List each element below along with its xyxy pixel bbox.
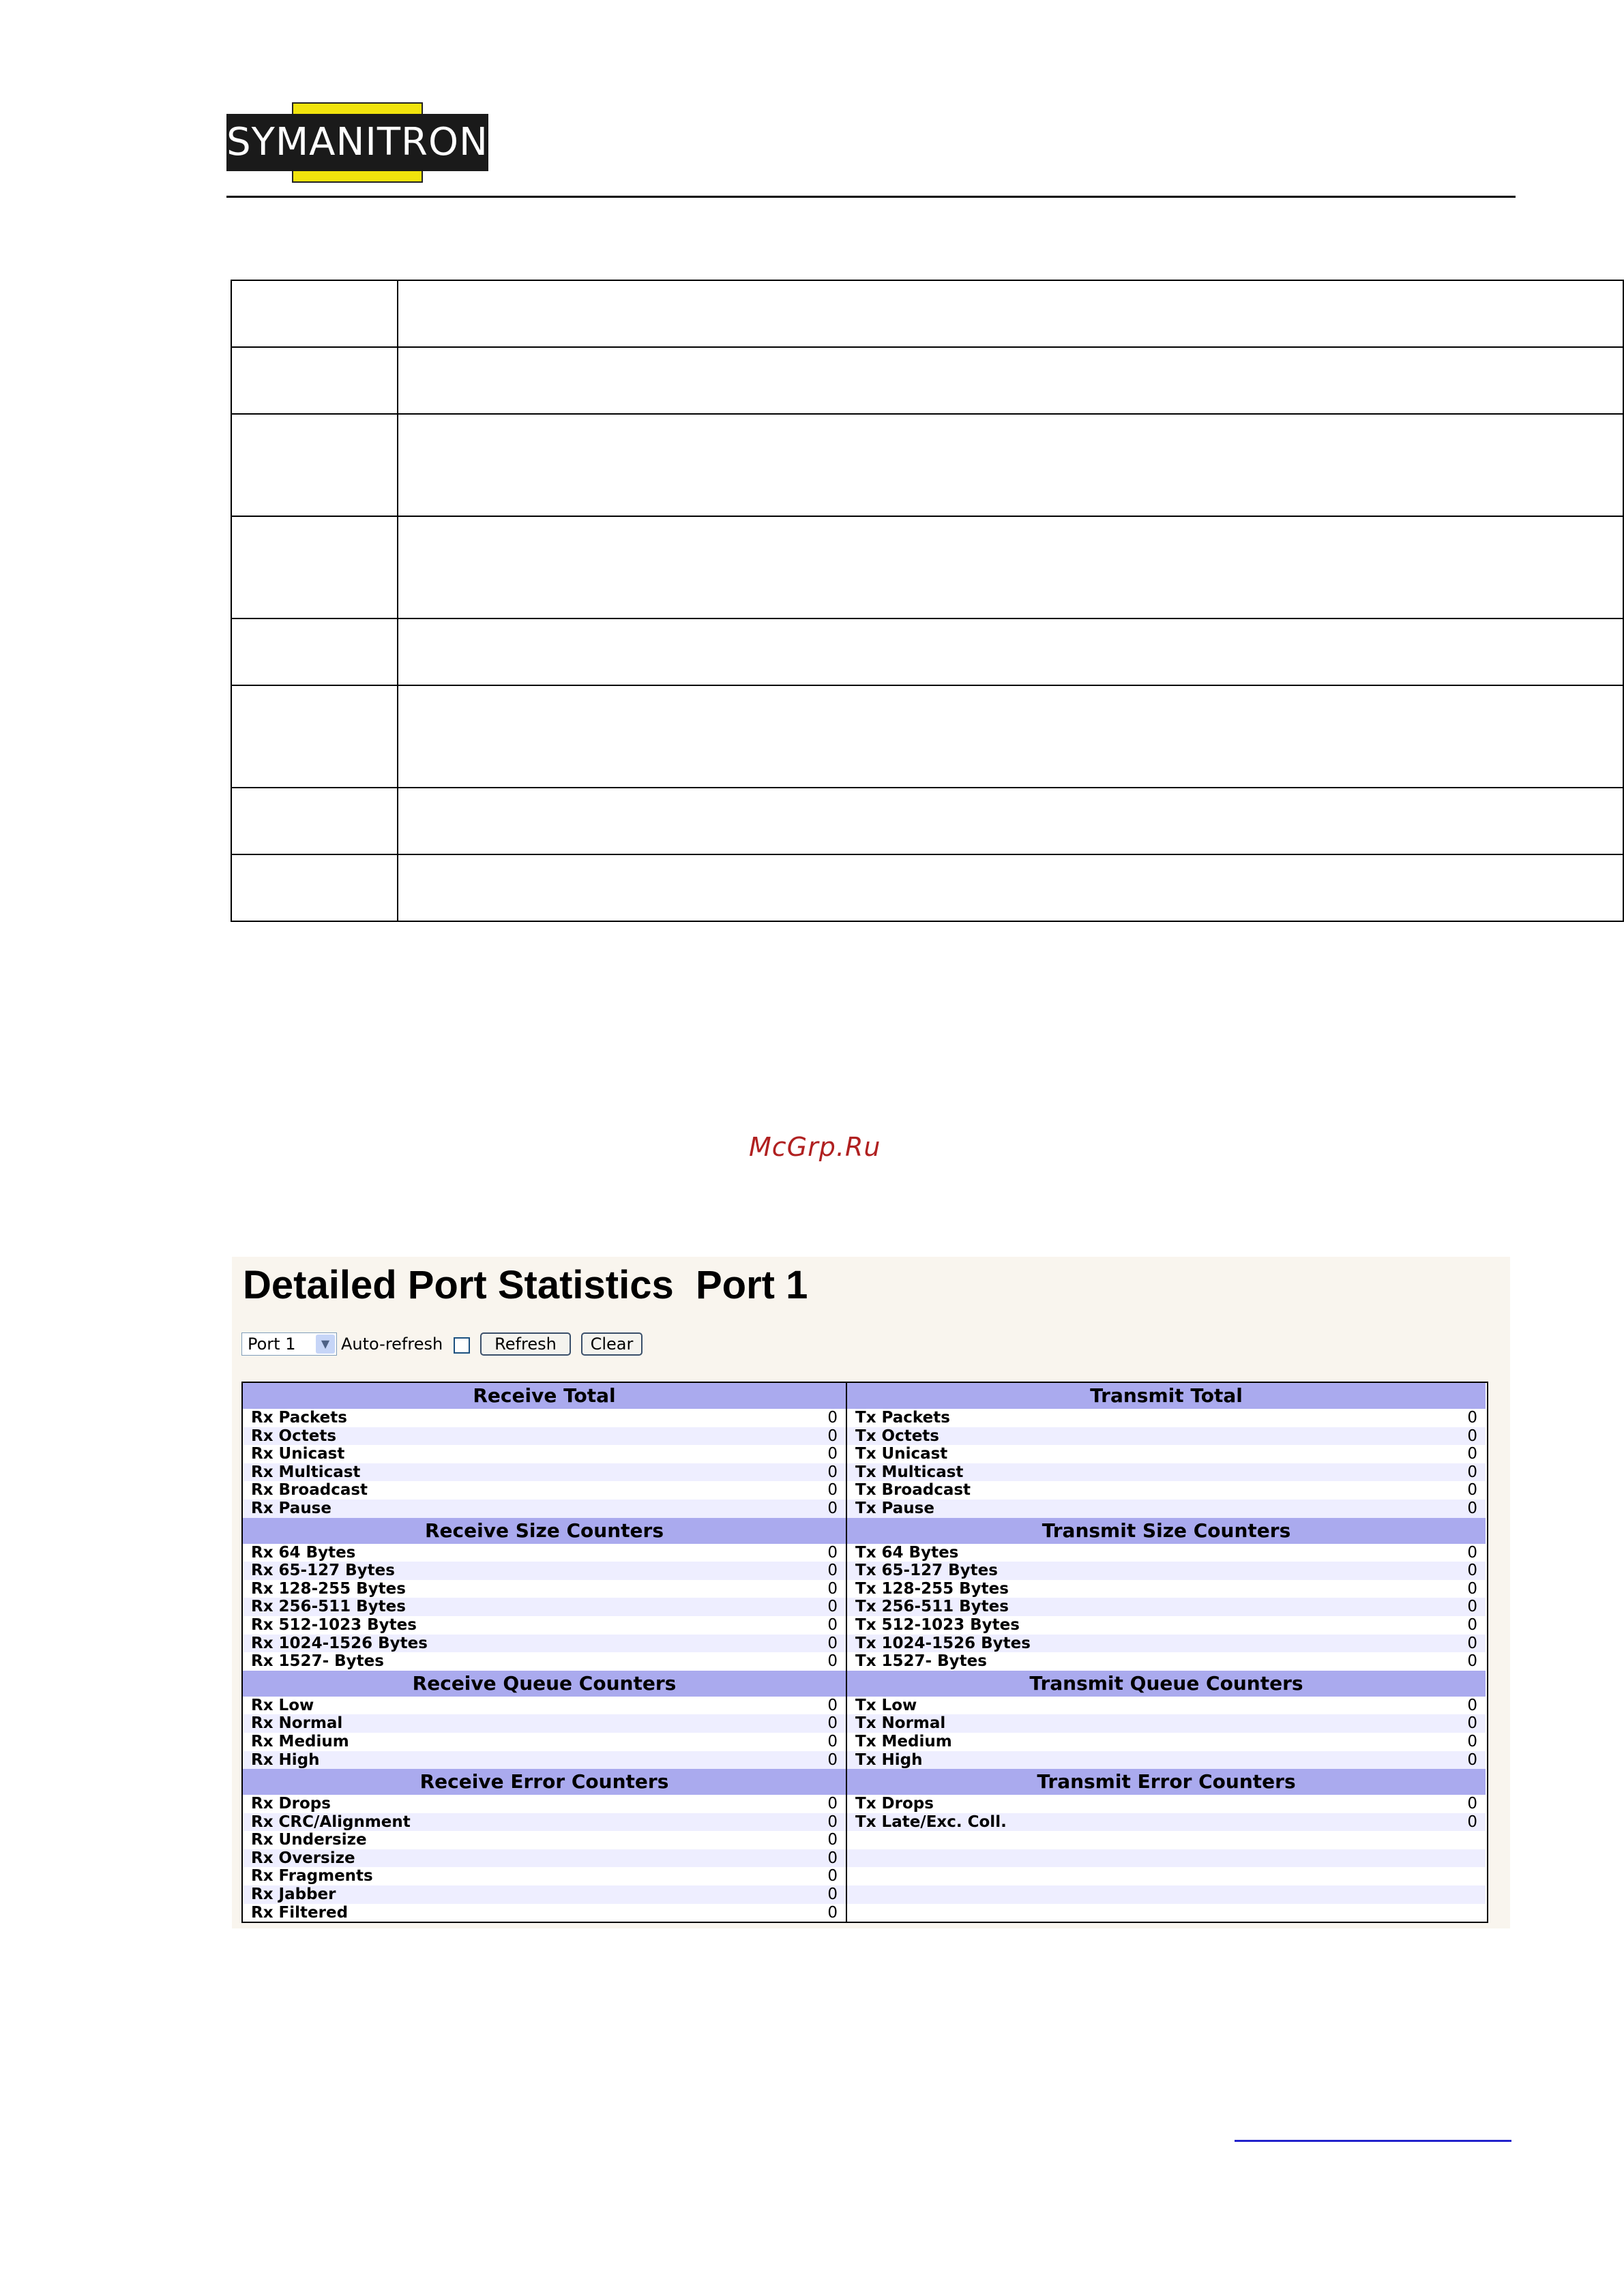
description-row [231, 854, 1623, 921]
refresh-button[interactable]: Refresh [480, 1332, 571, 1356]
stat-cell [847, 1544, 1486, 1562]
statistics-table [241, 1382, 1488, 1923]
stat-cell [243, 1616, 847, 1635]
stat-label: Tx Octets [855, 1427, 939, 1445]
stat-cell [847, 1904, 1486, 1922]
stat-value: 0 [827, 1714, 838, 1733]
stat-cell [847, 1463, 1486, 1482]
stat-cell [847, 1598, 1486, 1616]
stat-value: 0 [1467, 1634, 1477, 1652]
stat-label: Rx Multicast [251, 1463, 361, 1481]
stat-cell [243, 1652, 847, 1671]
description-text [398, 618, 1623, 685]
stat-cell [847, 1733, 1486, 1751]
description-row [231, 685, 1623, 788]
stat-cell [243, 1427, 847, 1446]
stat-value: 0 [1467, 1813, 1477, 1831]
stat-value: 0 [1467, 1795, 1477, 1813]
stat-value: 0 [827, 1562, 838, 1580]
table-row [847, 1849, 1486, 1868]
auto-refresh-label: Auto-refresh [341, 1335, 443, 1354]
stat-label: Rx High [251, 1750, 320, 1769]
stat-label: Rx CRC/Alignment [251, 1813, 411, 1831]
stat-value: 0 [827, 1598, 838, 1616]
stat-value: 0 [827, 1615, 838, 1634]
stat-value: 0 [1467, 1427, 1477, 1445]
stat-value: 0 [827, 1831, 838, 1849]
stat-value: 0 [1467, 1463, 1477, 1481]
stat-label: Tx 1024-1526 Bytes [855, 1634, 1031, 1652]
stat-value: 0 [827, 1849, 838, 1867]
table-row [847, 1652, 1486, 1671]
stat-value: 0 [1467, 1598, 1477, 1616]
table-row [243, 1562, 846, 1580]
description-term [231, 347, 398, 414]
stat-cell [847, 1813, 1486, 1832]
stat-value: 0 [827, 1732, 838, 1750]
stat-cell [243, 1409, 847, 1427]
stat-cell [243, 1849, 847, 1868]
description-term [231, 788, 398, 854]
stat-cell [243, 1813, 847, 1832]
table-row [847, 1635, 1486, 1653]
stat-cell [847, 1652, 1486, 1671]
stat-cell [243, 1481, 847, 1500]
stat-value: 0 [827, 1463, 838, 1481]
stat-cell [243, 1500, 847, 1518]
footer-link-underline[interactable] [1235, 2140, 1511, 2142]
stat-value: 0 [1467, 1696, 1477, 1714]
table-row [243, 1409, 846, 1427]
stat-label: Tx High [855, 1750, 923, 1769]
description-term [231, 516, 398, 618]
table-row [243, 1885, 846, 1904]
stat-cell [847, 1500, 1486, 1518]
stat-label: Rx Octets [251, 1427, 337, 1445]
table-row [847, 1904, 1486, 1922]
table-row [847, 1598, 1486, 1616]
description-term [231, 414, 398, 516]
stat-label: Rx 128-255 Bytes [251, 1579, 406, 1598]
stat-value: 0 [827, 1885, 838, 1904]
stat-value: 0 [827, 1903, 838, 1922]
stat-label: Rx Undersize [251, 1831, 367, 1849]
stat-label: Rx Normal [251, 1714, 343, 1733]
table-row [847, 1733, 1486, 1751]
stat-cell [847, 1427, 1486, 1446]
description-text [398, 685, 1623, 788]
stat-value: 0 [1467, 1409, 1477, 1427]
stat-label: Tx Low [855, 1696, 917, 1714]
port-statistics-panel [232, 1257, 1510, 1928]
stat-label: Tx Packets [855, 1409, 950, 1427]
stat-cell [847, 1635, 1486, 1653]
stat-label: Rx Broadcast [251, 1481, 368, 1500]
stat-value: 0 [827, 1750, 838, 1769]
table-row [847, 1831, 1486, 1849]
table-row [847, 1885, 1486, 1904]
port-select[interactable] [241, 1332, 337, 1356]
table-row [847, 1427, 1486, 1446]
stat-cell [243, 1831, 847, 1849]
stat-value: 0 [827, 1579, 838, 1598]
stat-value: 0 [827, 1867, 838, 1885]
stat-cell [847, 1481, 1486, 1500]
stat-label: Tx Drops [855, 1795, 934, 1813]
stat-cell [243, 1795, 847, 1813]
stat-cell [847, 1795, 1486, 1813]
table-row [243, 1481, 846, 1500]
table-row [243, 1849, 846, 1868]
stat-label: Tx Broadcast [855, 1481, 971, 1500]
stat-value: 0 [827, 1795, 838, 1813]
section-header: Transmit Queue Counters [847, 1671, 1486, 1697]
stat-label: Tx 65-127 Bytes [855, 1562, 998, 1580]
stat-label: Tx 1527- Bytes [855, 1652, 987, 1671]
stat-cell [847, 1831, 1486, 1849]
stat-cell [243, 1885, 847, 1904]
table-row [847, 1795, 1486, 1813]
stat-label: Rx Drops [251, 1795, 331, 1813]
stat-cell [243, 1714, 847, 1733]
stat-value: 0 [827, 1445, 838, 1463]
stat-cell [847, 1697, 1486, 1715]
section-header: Receive Size Counters [243, 1518, 847, 1544]
stat-value: 0 [1467, 1615, 1477, 1634]
description-row [231, 280, 1623, 347]
stat-cell [243, 1904, 847, 1922]
stat-label: Tx 512-1023 Bytes [855, 1615, 1020, 1634]
description-term [231, 854, 398, 921]
table-row [847, 1751, 1486, 1770]
table-row [243, 1714, 846, 1733]
stat-cell [847, 1849, 1486, 1868]
section-header: Receive Total [243, 1383, 847, 1409]
stat-cell [847, 1751, 1486, 1770]
table-row [243, 1445, 846, 1463]
table-row [243, 1697, 846, 1715]
stat-label: Rx 65-127 Bytes [251, 1562, 395, 1580]
table-row [847, 1463, 1486, 1482]
table-row [847, 1562, 1486, 1580]
table-row [847, 1445, 1486, 1463]
stat-label: Tx Normal [855, 1714, 946, 1733]
table-row [243, 1544, 846, 1562]
stat-label: Rx Pause [251, 1499, 331, 1517]
section-header: Transmit Total [847, 1383, 1486, 1409]
stat-cell [847, 1445, 1486, 1463]
stat-label: Rx 1527- Bytes [251, 1652, 384, 1671]
table-row [847, 1544, 1486, 1562]
stat-cell [243, 1445, 847, 1463]
description-row [231, 788, 1623, 854]
company-logo [226, 102, 488, 183]
stat-cell [243, 1463, 847, 1482]
watermark: McGrp.Ru [749, 1132, 881, 1162]
stat-value: 0 [1467, 1579, 1477, 1598]
stat-label: Tx Multicast [855, 1463, 964, 1481]
stat-label: Rx Filtered [251, 1903, 349, 1922]
description-row [231, 347, 1623, 414]
description-text [398, 347, 1623, 414]
description-term [231, 685, 398, 788]
header-divider [226, 196, 1516, 198]
table-row [243, 1867, 846, 1885]
stat-value: 0 [827, 1409, 838, 1427]
table-row [243, 1652, 846, 1671]
stat-value: 0 [1467, 1732, 1477, 1750]
stat-label: Rx 1024-1526 Bytes [251, 1634, 428, 1652]
stat-label: Rx Low [251, 1696, 314, 1714]
description-row [231, 516, 1623, 618]
stat-cell [243, 1562, 847, 1580]
stat-label: Rx Unicast [251, 1445, 345, 1463]
stat-cell [243, 1867, 847, 1885]
stat-cell [243, 1697, 847, 1715]
stat-cell [243, 1751, 847, 1770]
stat-label: Rx Jabber [251, 1885, 336, 1904]
stat-cell [847, 1714, 1486, 1733]
description-row [231, 414, 1623, 516]
table-row [847, 1697, 1486, 1715]
stat-cell [847, 1409, 1486, 1427]
stat-cell [243, 1544, 847, 1562]
table-row [847, 1500, 1486, 1518]
stat-label: Rx 64 Bytes [251, 1543, 356, 1562]
table-row [243, 1831, 846, 1849]
description-text [398, 280, 1623, 347]
table-row [243, 1813, 846, 1832]
table-row [243, 1616, 846, 1635]
table-row [243, 1463, 846, 1482]
section-header: Receive Error Counters [243, 1769, 847, 1795]
stat-cell [243, 1635, 847, 1653]
stat-label: Tx Unicast [855, 1445, 948, 1463]
description-text [398, 516, 1623, 618]
description-text [398, 788, 1623, 854]
stat-value: 0 [827, 1427, 838, 1445]
logo-text: SYMANITRON [226, 120, 488, 164]
stat-value: 0 [1467, 1445, 1477, 1463]
section-header: Transmit Size Counters [847, 1518, 1486, 1544]
table-row [243, 1733, 846, 1751]
description-text [398, 414, 1623, 516]
stat-label: Tx 256-511 Bytes [855, 1598, 1009, 1616]
auto-refresh-checkbox[interactable] [454, 1337, 470, 1354]
stat-value: 0 [827, 1652, 838, 1671]
stat-label: Rx Packets [251, 1409, 347, 1427]
port-select-value: Port 1 [248, 1335, 296, 1354]
table-row [243, 1500, 846, 1518]
description-term [231, 280, 398, 347]
stat-label: Rx Oversize [251, 1849, 355, 1867]
description-table [231, 280, 1624, 922]
table-row [243, 1635, 846, 1653]
table-row [847, 1580, 1486, 1598]
stat-value: 0 [1467, 1481, 1477, 1500]
table-row [847, 1813, 1486, 1832]
stat-label: Tx 128-255 Bytes [855, 1579, 1009, 1598]
stat-label: Tx Pause [855, 1499, 934, 1517]
stat-label: Rx 256-511 Bytes [251, 1598, 406, 1616]
table-row [847, 1481, 1486, 1500]
table-row [243, 1795, 846, 1813]
stat-cell [243, 1580, 847, 1598]
clear-button[interactable]: Clear [581, 1332, 643, 1356]
stat-cell [847, 1580, 1486, 1598]
stat-value: 0 [827, 1499, 838, 1517]
table-row [243, 1427, 846, 1446]
stat-value: 0 [827, 1481, 838, 1500]
section-header: Receive Queue Counters [243, 1671, 847, 1697]
stat-cell [847, 1616, 1486, 1635]
stat-value: 0 [1467, 1714, 1477, 1733]
table-row [243, 1904, 846, 1922]
stat-value: 0 [827, 1696, 838, 1714]
stat-value: 0 [1467, 1543, 1477, 1562]
description-text [398, 854, 1623, 921]
stat-label: Tx Late/Exc. Coll. [855, 1813, 1007, 1831]
stat-label: Rx Fragments [251, 1867, 373, 1885]
stat-cell [243, 1733, 847, 1751]
stat-value: 0 [1467, 1562, 1477, 1580]
stat-value: 0 [827, 1813, 838, 1831]
stat-label: Tx Medium [855, 1732, 952, 1750]
section-header: Transmit Error Counters [847, 1769, 1486, 1795]
page-title: Detailed Port Statistics Port 1 [243, 1263, 808, 1307]
table-row [847, 1616, 1486, 1635]
table-row [847, 1867, 1486, 1885]
table-row [243, 1751, 846, 1770]
stat-value: 0 [827, 1543, 838, 1562]
stat-value: 0 [1467, 1499, 1477, 1517]
stat-value: 0 [1467, 1652, 1477, 1671]
stat-cell [847, 1867, 1486, 1885]
table-row [243, 1580, 846, 1598]
stat-value: 0 [827, 1634, 838, 1652]
description-row [231, 618, 1623, 685]
table-row [243, 1598, 846, 1616]
stat-label: Rx Medium [251, 1732, 349, 1750]
chevron-down-icon[interactable]: ▼ [316, 1335, 335, 1354]
stat-cell [847, 1562, 1486, 1580]
table-row [847, 1714, 1486, 1733]
stat-label: Rx 512-1023 Bytes [251, 1615, 417, 1634]
stat-cell [847, 1885, 1486, 1904]
description-term [231, 618, 398, 685]
stat-value: 0 [1467, 1750, 1477, 1769]
table-row [847, 1409, 1486, 1427]
stat-label: Tx 64 Bytes [855, 1543, 959, 1562]
stat-cell [243, 1598, 847, 1616]
